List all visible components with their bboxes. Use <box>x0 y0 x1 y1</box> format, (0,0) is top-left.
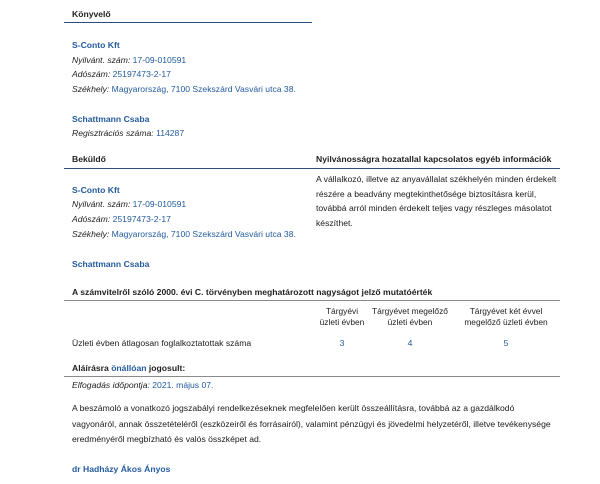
header-line: Tárgyévi <box>325 306 359 316</box>
header-two-years-before <box>456 306 556 328</box>
size-table-rule <box>64 300 560 301</box>
employee-count-previous: 4 <box>407 338 413 348</box>
size-table-title: A számvitelről szóló 2000. évi C. törvényben meghatározott nagyságot jelző mutatóérték <box>72 287 433 297</box>
header-line: megelőző üzleti évben <box>464 317 548 327</box>
approval-value: 2021. május 07. <box>152 380 214 390</box>
signature-title-highlight: önállóan <box>111 363 147 373</box>
signature-rule <box>64 376 560 377</box>
statement-line: eredményéről megbízható és valós összképet ad. <box>72 434 262 444</box>
submitter-company-reg <box>72 199 186 209</box>
accountant-company-name: S-Conto Kft <box>72 40 120 50</box>
statement-text <box>72 401 551 448</box>
accountant-person-name: Schattmann Csaba <box>72 114 150 124</box>
person-reg-value: 114287 <box>156 128 185 138</box>
submitter-section-title: Beküldő <box>72 154 106 164</box>
publicity-section-rule <box>312 168 560 169</box>
publicity-line: részére a beadvány megtekinthetősége biztosításra kerül, <box>316 188 537 199</box>
accountant-company-tax <box>72 69 171 79</box>
tax-number-value: 25197473-2-17 <box>112 69 171 79</box>
header-line: Tárgyévet megelőző <box>372 306 448 316</box>
signer-name: dr Hadházy Ákos Ányos <box>72 464 171 474</box>
header-line: Tárgyévet két évvel <box>469 306 543 316</box>
accountant-section-title: Könyvelő <box>72 9 111 19</box>
approval-date <box>72 380 213 390</box>
header-line: üzleti évben <box>319 317 365 327</box>
signature-title-prefix: Aláírásra <box>72 363 112 373</box>
reg-number-label: Nyilvánt. szám: <box>72 55 131 65</box>
submitter-company-tax <box>72 214 171 224</box>
statement-line: A beszámoló a vonatkozó jogszabályi rendelkezéseknek megfelelően került összeállításra, továbbá az a gazdálkodó <box>72 403 515 413</box>
publicity-section-title: Nyilvánosságra hozatallal kapcsolatos egyéb információk <box>316 154 552 164</box>
tax-number-value: 25197473-2-17 <box>112 214 171 224</box>
tax-number-label: Adószám: <box>72 69 111 79</box>
reg-number-value: 17-09-010591 <box>132 55 187 65</box>
statement-line: vagyonáról, annak összetételéről (eszközeiről és forrásairól), valamint pénzügyi és jövedelmi helyzetéről, illetve tevékenysége <box>72 418 551 429</box>
accountant-company-seat <box>72 84 296 94</box>
reg-number-label: Nyilvánt. szám: <box>72 199 131 209</box>
header-previous-year <box>360 306 460 328</box>
publicity-text <box>316 172 556 230</box>
approval-label: Elfogadás időpontja: <box>72 380 150 390</box>
submitter-section-rule <box>64 168 312 169</box>
employee-count-two-before: 5 <box>503 338 509 348</box>
submitter-company-name: S-Conto Kft <box>72 185 120 195</box>
seat-value: Magyarország, 7100 Szekszárd Vasvári utca 38. <box>111 84 296 94</box>
signature-title-suffix: jogosult: <box>146 363 186 373</box>
publicity-line: továbbá arról minden érdekelt teljes vagy részleges másolatot <box>316 203 552 213</box>
accountant-company-reg <box>72 55 186 65</box>
signature-title <box>72 363 185 373</box>
submitter-company-seat <box>72 229 296 239</box>
employee-count-current: 3 <box>339 338 345 348</box>
publicity-line: A vállalkozó, illetve az anyavállalat székhelyén minden érdekelt <box>316 174 557 184</box>
publicity-line: készíthet. <box>316 217 353 228</box>
reg-number-value: 17-09-010591 <box>132 199 187 209</box>
accountant-person-reg <box>72 128 184 138</box>
accountant-section-rule <box>64 22 312 23</box>
employee-count-label: Üzleti évben átlagosan foglalkoztatottak száma <box>72 338 252 348</box>
tax-number-label: Adószám: <box>72 214 111 224</box>
seat-label: Székhely: <box>72 84 110 94</box>
person-reg-label: Regisztrációs száma: <box>72 128 154 138</box>
submitter-person-name: Schattmann Csaba <box>72 259 150 269</box>
header-line: üzleti évben <box>387 317 433 327</box>
seat-value: Magyarország, 7100 Szekszárd Vasvári utca 38. <box>111 229 296 239</box>
seat-label: Székhely: <box>72 229 110 239</box>
